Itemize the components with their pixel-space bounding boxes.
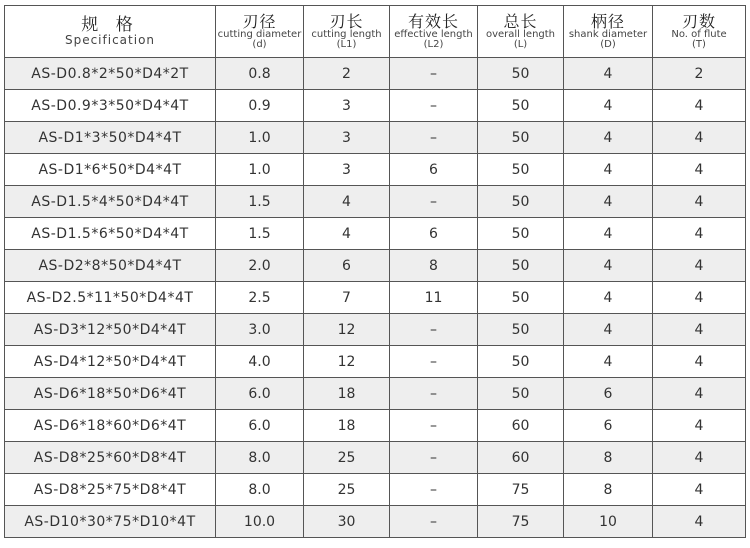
header-en: Specification: [64, 33, 156, 47]
cell-flute-count: 4: [653, 250, 746, 282]
cell-flute-count: 4: [653, 474, 746, 506]
cell-shank-diameter: 8: [564, 474, 653, 506]
cell-effective-length: –: [390, 506, 478, 538]
cell-cutting-diameter: 8.0: [216, 474, 304, 506]
cell-cutting-diameter: 1.0: [216, 154, 304, 186]
cell-cutting-diameter: 0.8: [216, 58, 304, 90]
cell-effective-length: –: [390, 410, 478, 442]
cell-cutting-diameter: 6.0: [216, 378, 304, 410]
cell-cutting-diameter: 4.0: [216, 346, 304, 378]
cell-flute-count: 4: [653, 186, 746, 218]
cell-effective-length: –: [390, 442, 478, 474]
cell-shank-diameter: 4: [564, 346, 653, 378]
header-zh: 有效长: [407, 11, 459, 31]
cell-flute-count: 4: [653, 378, 746, 410]
cell-cutting-length: 6: [304, 250, 390, 282]
spec-table-body: [5, 58, 746, 538]
cell-shank-diameter: 4: [564, 282, 653, 314]
cell-flute-count: 4: [653, 410, 746, 442]
cell-overall-length: 75: [478, 506, 564, 538]
cell-cutting-diameter: 6.0: [216, 410, 304, 442]
cell-effective-length: –: [390, 90, 478, 122]
cell-flute-count: 4: [653, 346, 746, 378]
cell-effective-length: –: [390, 474, 478, 506]
cell-effective-length: 8: [390, 250, 478, 282]
header-specification: [5, 6, 216, 58]
header-cutting-diameter: [216, 6, 304, 58]
table-row: [5, 186, 746, 218]
cell-flute-count: 4: [653, 442, 746, 474]
cell-flute-count: 4: [653, 314, 746, 346]
cell-cutting-length: 25: [304, 474, 390, 506]
header-zh: 刃径: [242, 11, 277, 31]
cell-cutting-length: 12: [304, 314, 390, 346]
cell-overall-length: 50: [478, 90, 564, 122]
header-en: cutting length: [311, 28, 382, 40]
cell-overall-length: 75: [478, 474, 564, 506]
cell-overall-length: 50: [478, 250, 564, 282]
cell-overall-length: 50: [478, 282, 564, 314]
table-row: [5, 442, 746, 474]
header-en: overall length: [485, 28, 556, 40]
table-row: [5, 346, 746, 378]
table-row: [5, 282, 746, 314]
cell-cutting-diameter: 0.9: [216, 90, 304, 122]
cell-specification: AS-D0.8*2*50*D4*2T: [5, 58, 216, 90]
cell-cutting-length: 3: [304, 122, 390, 154]
header-en: No. of flute: [671, 28, 727, 40]
cell-cutting-diameter: 1.0: [216, 122, 304, 154]
cell-overall-length: 60: [478, 442, 564, 474]
table-row: [5, 314, 746, 346]
cell-shank-diameter: 4: [564, 90, 653, 122]
cell-cutting-length: 30: [304, 506, 390, 538]
cell-effective-length: –: [390, 314, 478, 346]
cell-overall-length: 50: [478, 378, 564, 410]
cell-flute-count: 2: [653, 58, 746, 90]
cell-shank-diameter: 4: [564, 122, 653, 154]
header-shank-diameter: [564, 6, 653, 58]
cell-cutting-length: 18: [304, 410, 390, 442]
header-zh: 规 格: [81, 15, 139, 35]
cell-shank-diameter: 4: [564, 154, 653, 186]
cell-specification: AS-D1*3*50*D4*4T: [5, 122, 216, 154]
cell-cutting-length: 7: [304, 282, 390, 314]
cell-cutting-diameter: 8.0: [216, 442, 304, 474]
cell-specification: AS-D6*18*50*D6*4T: [5, 378, 216, 410]
cell-cutting-diameter: 1.5: [216, 186, 304, 218]
table-row: [5, 506, 746, 538]
header-cutting-length: [304, 6, 390, 58]
cell-specification: AS-D0.9*3*50*D4*4T: [5, 90, 216, 122]
header-zh: 刃数: [681, 11, 716, 31]
cell-cutting-length: 12: [304, 346, 390, 378]
header-en: effective length: [394, 28, 473, 40]
cell-effective-length: 6: [390, 154, 478, 186]
cell-flute-count: 4: [653, 218, 746, 250]
header-overall-length: [478, 6, 564, 58]
cell-overall-length: 50: [478, 218, 564, 250]
cell-overall-length: 50: [478, 58, 564, 90]
cell-shank-diameter: 10: [564, 506, 653, 538]
cell-specification: AS-D3*12*50*D4*4T: [5, 314, 216, 346]
cell-overall-length: 50: [478, 186, 564, 218]
cell-overall-length: 60: [478, 410, 564, 442]
cell-effective-length: –: [390, 186, 478, 218]
cell-specification: AS-D4*12*50*D4*4T: [5, 346, 216, 378]
cell-shank-diameter: 4: [564, 314, 653, 346]
table-row: [5, 154, 746, 186]
cell-specification: AS-D8*25*60*D8*4T: [5, 442, 216, 474]
table-row: [5, 122, 746, 154]
cell-cutting-length: 3: [304, 154, 390, 186]
header-symbol: (L): [513, 38, 528, 50]
cell-specification: AS-D1.5*6*50*D4*4T: [5, 218, 216, 250]
header-zh: 柄径: [590, 11, 625, 31]
cell-flute-count: 4: [653, 90, 746, 122]
cell-cutting-length: 3: [304, 90, 390, 122]
cell-shank-diameter: 6: [564, 378, 653, 410]
cell-cutting-diameter: 3.0: [216, 314, 304, 346]
header-en: cutting diameter: [217, 28, 302, 40]
header-symbol: (D): [600, 38, 616, 50]
cell-cutting-diameter: 1.5: [216, 218, 304, 250]
cell-flute-count: 4: [653, 154, 746, 186]
cell-shank-diameter: 4: [564, 218, 653, 250]
cell-overall-length: 50: [478, 314, 564, 346]
cell-flute-count: 4: [653, 122, 746, 154]
cell-specification: AS-D2.5*11*50*D4*4T: [5, 282, 216, 314]
cell-shank-diameter: 4: [564, 250, 653, 282]
table-row: [5, 474, 746, 506]
cell-specification: AS-D10*30*75*D10*4T: [5, 506, 216, 538]
header-zh: 刃长: [329, 11, 364, 31]
cell-effective-length: 6: [390, 218, 478, 250]
header-effective-length: [390, 6, 478, 58]
table-row: [5, 218, 746, 250]
table-row: [5, 378, 746, 410]
cell-specification: AS-D8*25*75*D8*4T: [5, 474, 216, 506]
table-row: [5, 58, 746, 90]
cell-overall-length: 50: [478, 154, 564, 186]
header-symbol: (d): [252, 38, 267, 50]
table-row: [5, 410, 746, 442]
cell-cutting-length: 18: [304, 378, 390, 410]
cell-specification: AS-D6*18*60*D6*4T: [5, 410, 216, 442]
spec-table: [4, 5, 746, 538]
header-en: shank diameter: [568, 28, 648, 40]
table-row: [5, 90, 746, 122]
cell-effective-length: –: [390, 58, 478, 90]
header-flute-count: [653, 6, 746, 58]
header-row: [5, 6, 746, 58]
cell-effective-length: –: [390, 378, 478, 410]
cell-flute-count: 4: [653, 282, 746, 314]
header-zh: 总长: [503, 11, 538, 31]
cell-specification: AS-D2*8*50*D4*4T: [5, 250, 216, 282]
cell-specification: AS-D1*6*50*D4*4T: [5, 154, 216, 186]
cell-cutting-length: 4: [304, 186, 390, 218]
header-symbol: (T): [692, 38, 706, 50]
cell-overall-length: 50: [478, 346, 564, 378]
cell-cutting-diameter: 2.5: [216, 282, 304, 314]
header-symbol: (L1): [336, 38, 357, 50]
cell-cutting-length: 4: [304, 218, 390, 250]
cell-shank-diameter: 8: [564, 442, 653, 474]
cell-cutting-length: 25: [304, 442, 390, 474]
cell-effective-length: –: [390, 122, 478, 154]
cell-cutting-diameter: 10.0: [216, 506, 304, 538]
spec-table-container: [4, 5, 746, 538]
cell-shank-diameter: 6: [564, 410, 653, 442]
header-symbol: (L2): [423, 38, 444, 50]
cell-effective-length: –: [390, 346, 478, 378]
cell-specification: AS-D1.5*4*50*D4*4T: [5, 186, 216, 218]
cell-cutting-length: 2: [304, 58, 390, 90]
cell-overall-length: 50: [478, 122, 564, 154]
cell-shank-diameter: 4: [564, 58, 653, 90]
table-row: [5, 250, 746, 282]
cell-effective-length: 11: [390, 282, 478, 314]
cell-cutting-diameter: 2.0: [216, 250, 304, 282]
cell-flute-count: 4: [653, 506, 746, 538]
cell-shank-diameter: 4: [564, 186, 653, 218]
